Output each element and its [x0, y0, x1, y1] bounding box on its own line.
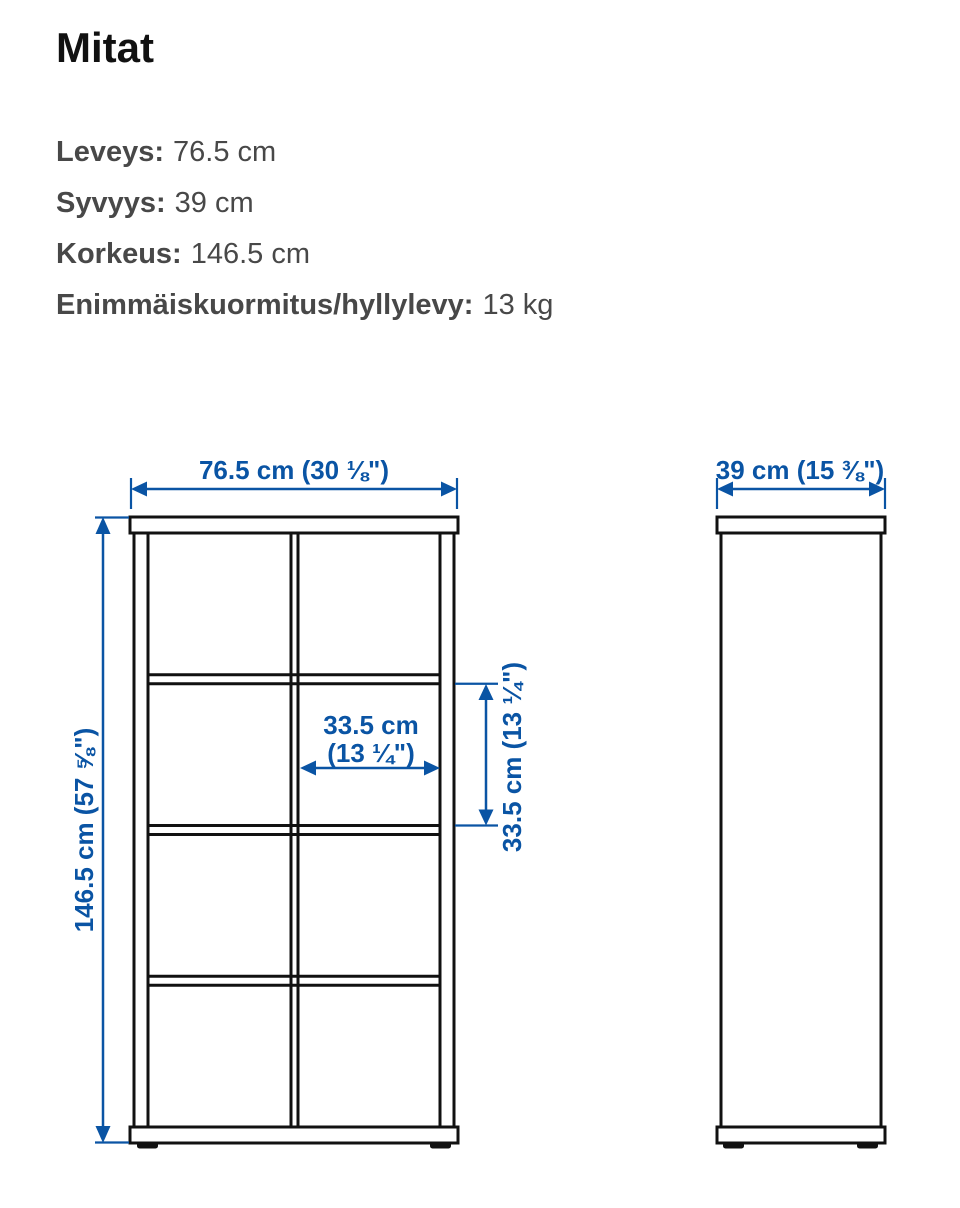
front-height-dimension — [69, 517, 129, 1143]
inner-width-dimension — [300, 710, 440, 776]
arrowhead-left — [300, 761, 316, 776]
front-height-label: 146.5 cm (57 ⅝") — [69, 727, 99, 933]
front-view — [130, 517, 458, 1143]
side-depth-label: 39 cm (15 ⅜") — [715, 455, 885, 485]
front-top-cap — [130, 517, 458, 533]
inner-height-dimension — [455, 662, 527, 852]
spec-label: Korkeus: — [56, 238, 182, 270]
arrowhead-right — [424, 761, 440, 776]
foot — [430, 1142, 451, 1149]
foot — [137, 1142, 158, 1149]
spec-label: Syvyys: — [56, 187, 166, 219]
arrowhead-up — [479, 684, 494, 700]
arrowhead-down — [96, 1126, 111, 1143]
inner-width-label-line1: 33.5 cm — [323, 710, 419, 740]
front-width-label: 76.5 cm (30 ⅛") — [198, 455, 390, 485]
side-top-cap — [717, 517, 885, 533]
front-width-dimension — [131, 455, 457, 509]
spec-value: 39 cm — [174, 187, 254, 219]
side-view — [717, 517, 885, 1143]
spec-label: Enimmäiskuormitus/hyllylevy: — [56, 289, 474, 321]
foot — [857, 1142, 878, 1149]
arrowhead-left — [131, 482, 147, 497]
spec-label: Leveys: — [56, 136, 165, 168]
spec-value: 146.5 cm — [190, 238, 310, 270]
front-bottom-cap — [130, 1127, 458, 1143]
foot — [723, 1142, 744, 1149]
spec-value: 76.5 cm — [173, 136, 277, 168]
arrowhead-up — [96, 517, 111, 534]
page-title: Mitat — [56, 24, 154, 71]
inner-height-label: 33.5 cm (13 ¼") — [497, 661, 527, 853]
side-depth-dimension — [716, 455, 885, 509]
side-bottom-cap — [717, 1127, 885, 1143]
arrowhead-right — [441, 482, 457, 497]
inner-width-label-line2: (13 ¼") — [327, 738, 415, 768]
arrowhead-down — [479, 810, 494, 826]
spec-value: 13 kg — [482, 289, 554, 321]
